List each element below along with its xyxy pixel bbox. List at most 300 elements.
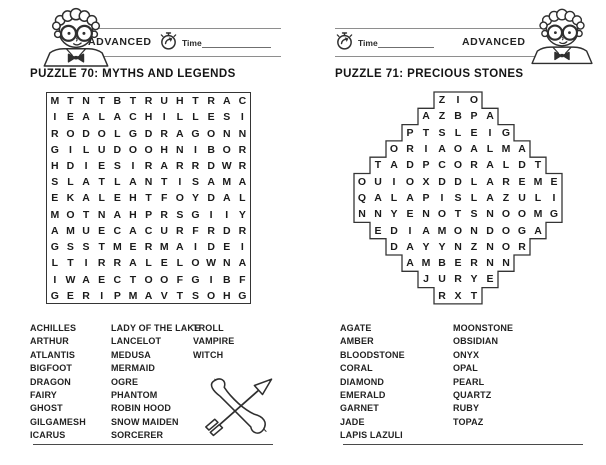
grid-letter: B	[222, 273, 231, 286]
grid-letter: O	[517, 208, 527, 221]
grid-letter: N	[176, 143, 184, 156]
grid-letter: L	[454, 126, 462, 139]
grid-letter: D	[390, 224, 398, 237]
grid-letter: A	[207, 176, 215, 189]
grid-letter: R	[238, 143, 247, 156]
grid-letter: P	[113, 289, 121, 302]
word-list-item: TOPAZ	[453, 416, 484, 427]
grid-letter: I	[456, 94, 460, 107]
word-list-item: VAMPIRE	[193, 336, 235, 347]
word-list-item: LADY OF THE LAKE	[111, 323, 201, 333]
grid-letter: R	[207, 224, 215, 237]
grid-letter: I	[84, 257, 88, 270]
grid-letter: D	[207, 192, 215, 205]
grid-letter: N	[82, 95, 90, 108]
word-list-item: EMERALD	[340, 389, 386, 400]
grid-letter: H	[51, 160, 59, 173]
word-list-item: CORAL	[340, 363, 373, 374]
grid-letter: A	[438, 143, 446, 156]
word-list-item: MERMAID	[111, 363, 156, 374]
grid-letter: L	[470, 191, 478, 204]
word-list-item: OPAL	[453, 363, 478, 374]
grid-letter: A	[518, 143, 526, 156]
grid-letter: I	[552, 191, 556, 204]
grid-letter: D	[222, 224, 231, 237]
grid-letter: P	[145, 208, 153, 221]
word-search-grid-diamond	[354, 92, 562, 304]
grid-letter: O	[501, 240, 511, 253]
grid-letter: E	[98, 160, 106, 173]
grid-letter: E	[223, 241, 231, 254]
grid-letter: E	[98, 224, 106, 237]
grid-letter: A	[486, 110, 494, 123]
grid-letter: I	[100, 289, 104, 302]
grid-letter: I	[194, 241, 197, 254]
grid-letter: T	[470, 289, 478, 302]
grid-letter: G	[128, 127, 138, 140]
grid-letter: T	[374, 159, 382, 172]
grid-letter: R	[470, 257, 478, 270]
grid-letter: R	[238, 224, 247, 237]
grid-letter: I	[488, 126, 492, 139]
grid-letter: H	[129, 192, 137, 205]
grid-letter: D	[207, 241, 215, 254]
grid-letter: O	[144, 143, 153, 156]
grid-letter: R	[470, 159, 478, 172]
word-list-item: MEDUSA	[111, 349, 151, 360]
grid-letter: A	[222, 95, 231, 108]
grid-letter: E	[406, 208, 414, 221]
grid-letter: A	[51, 224, 59, 237]
grid-letter: T	[67, 95, 74, 108]
grid-letter: L	[192, 111, 199, 124]
grid-letter: C	[238, 95, 247, 108]
grid-letter: D	[82, 127, 90, 140]
grid-letter: O	[66, 208, 75, 221]
grid-letter: A	[486, 191, 494, 204]
grid-letter: D	[390, 240, 398, 253]
grid-letter: I	[408, 224, 412, 237]
grid-letter: D	[113, 143, 122, 156]
word-list-item: LAPIS LAZULI	[340, 430, 403, 441]
grid-letter: P	[406, 126, 414, 139]
grid-letter: L	[98, 111, 105, 124]
grid-letter: O	[453, 224, 463, 237]
grid-letter: X	[454, 289, 462, 302]
grid-letter: U	[97, 143, 106, 156]
grid-letter: I	[209, 208, 213, 221]
word-list-item: GHOST	[30, 403, 63, 414]
grid-letter: M	[50, 208, 60, 221]
grid-letter: U	[438, 273, 446, 286]
word-list-item: SNOW MAIDEN	[111, 416, 179, 427]
grid-letter: A	[176, 241, 184, 254]
grid-letter: B	[454, 110, 462, 123]
grid-letter: Y	[438, 240, 446, 253]
grid-letter: L	[82, 143, 90, 156]
word-list-item: QUARTZ	[453, 389, 492, 400]
grid-letter: L	[176, 257, 184, 270]
grid-letter: N	[422, 208, 430, 221]
grid-letter: E	[486, 273, 494, 286]
grid-letter: F	[161, 192, 168, 205]
grid-letter: I	[225, 208, 229, 221]
grid-letter: E	[129, 241, 137, 254]
word-list-item: BLOODSTONE	[340, 349, 405, 360]
grid-letter: C	[144, 224, 153, 237]
grid-letter: L	[51, 257, 59, 270]
grid-letter: M	[533, 208, 543, 221]
grid-letter: D	[438, 175, 446, 188]
grid-letter: G	[191, 208, 200, 221]
word-list-item: FAIRY	[30, 389, 57, 400]
grid-letter: I	[53, 111, 57, 124]
diamond-grid-outline	[354, 92, 562, 304]
grid-letter: U	[374, 175, 382, 188]
grid-letter: D	[454, 175, 462, 188]
grid-letter: A	[390, 159, 398, 172]
grid-letter: Z	[438, 110, 446, 123]
left-word-list-col2	[111, 322, 200, 443]
right-word-list-col2	[453, 322, 513, 429]
right-puzzle-title: PUZZLE 71: PRECIOUS STONES	[335, 68, 524, 80]
grid-letter: A	[222, 192, 231, 205]
grid-letter: I	[68, 143, 72, 156]
grid-letter: U	[518, 191, 526, 204]
grid-letter: D	[144, 127, 153, 140]
grid-letter: R	[176, 160, 184, 173]
grid-letter: D	[486, 224, 494, 237]
word-list-item: BIGFOOT	[30, 363, 73, 374]
stopwatch-icon	[158, 29, 179, 52]
grid-letter: D	[406, 159, 414, 172]
grid-letter: T	[129, 273, 137, 286]
word-list-item: DRAGON	[30, 376, 71, 387]
grid-letter: K	[66, 192, 75, 205]
grid-letter: S	[113, 160, 121, 173]
grid-letter: C	[113, 224, 122, 237]
grid-letter: A	[406, 257, 414, 270]
grid-letter: I	[240, 241, 244, 254]
grid-letter: M	[533, 175, 543, 188]
word-list-item: ROBIN HOOD	[111, 403, 171, 414]
grid-letter: A	[82, 176, 90, 189]
grid-letter: D	[66, 160, 75, 173]
grid-letter: L	[145, 257, 152, 270]
word-list-item: WITCH	[193, 349, 224, 360]
grid-letter: N	[222, 257, 231, 270]
grid-letter: W	[206, 257, 217, 270]
grid-letter: O	[207, 289, 216, 302]
grid-letter: R	[238, 160, 247, 173]
grid-letter: O	[97, 127, 106, 140]
grid-letter: R	[502, 175, 510, 188]
grid-letter: N	[374, 208, 382, 221]
grid-letter: R	[51, 127, 59, 140]
grid-letter: E	[454, 257, 462, 270]
grid-letter: A	[422, 110, 430, 123]
grid-letter: R	[406, 143, 414, 156]
grid-letter: A	[82, 111, 90, 124]
word-list-item: RUBY	[453, 403, 480, 414]
grid-letter: T	[176, 289, 184, 302]
grid-letter: E	[518, 175, 526, 188]
grid-letter: A	[82, 192, 90, 205]
grid-letter: O	[469, 94, 479, 107]
grid-letter: Z	[438, 94, 446, 107]
grid-letter: T	[67, 257, 74, 270]
grid-letter: G	[191, 127, 200, 140]
grid-letter: M	[501, 143, 511, 156]
grid-letter: A	[238, 176, 247, 189]
grid-letter: I	[53, 273, 57, 286]
boy-with-glasses-icon	[518, 10, 606, 64]
grid-letter: M	[421, 257, 431, 270]
grid-letter: E	[160, 257, 168, 270]
grid-letter: T	[454, 208, 462, 221]
grid-letter: E	[470, 126, 478, 139]
grid-letter: P	[422, 191, 430, 204]
word-list-item: AMBER	[340, 336, 374, 347]
grid-letter: T	[145, 192, 152, 205]
grid-letter: A	[160, 160, 169, 173]
grid-letter: D	[518, 159, 526, 172]
grid-letter: R	[438, 289, 446, 302]
left-word-list-col1	[30, 322, 86, 443]
grid-letter: I	[84, 160, 88, 173]
grid-letter: O	[175, 192, 184, 205]
grid-letter: Z	[502, 191, 510, 204]
grid-letter: O	[222, 143, 231, 156]
word-list-item: DIAMOND	[340, 376, 385, 387]
grid-letter: A	[129, 176, 137, 189]
grid-letter: O	[207, 127, 216, 140]
grid-letter: D	[207, 160, 215, 173]
grid-letter: T	[98, 176, 105, 189]
grid-letter: I	[131, 160, 135, 173]
left-word-list-col3	[193, 322, 234, 362]
left-time-blank	[202, 47, 271, 48]
word-list-item: GILGAMESH	[30, 416, 86, 427]
word-list-item: AGATE	[340, 323, 372, 333]
grid-letter: G	[50, 241, 59, 254]
grid-letter: I	[440, 191, 444, 204]
grid-letter: G	[501, 126, 511, 139]
grid-letter: C	[129, 111, 137, 124]
grid-letter: O	[453, 143, 463, 156]
word-list-item: ACHILLES	[30, 323, 77, 333]
grid-letter: N	[486, 208, 494, 221]
grid-letter: A	[406, 240, 414, 253]
grid-letter: R	[82, 289, 90, 302]
right-word-list-col1	[340, 322, 405, 443]
grid-letter: I	[194, 143, 197, 156]
grid-letter: R	[144, 95, 153, 108]
word-list-item: PEARL	[453, 376, 485, 387]
grid-letter: L	[502, 159, 510, 172]
grid-letter: L	[390, 191, 398, 204]
grid-letter: O	[144, 273, 153, 286]
grid-letter: E	[550, 175, 558, 188]
grid-letter: T	[98, 95, 105, 108]
grid-letter: G	[549, 208, 559, 221]
grid-letter: U	[160, 224, 169, 237]
grid-letter: F	[192, 224, 199, 237]
grid-letter: N	[454, 240, 462, 253]
word-list-item: JADE	[340, 416, 365, 427]
grid-letter: A	[374, 191, 382, 204]
left-puzzle-title: PUZZLE 70: MYTHS AND LEGENDS	[30, 68, 236, 80]
word-list-item: OBSIDIAN	[453, 336, 499, 347]
left-advanced-label: ADVANCED	[88, 36, 152, 48]
grid-letter: N	[502, 257, 510, 270]
grid-letter: W	[65, 273, 76, 286]
grid-letter: A	[486, 159, 494, 172]
grid-letter: L	[176, 111, 184, 124]
grid-letter: A	[82, 273, 90, 286]
grid-letter: H	[222, 289, 231, 302]
grid-letter: A	[176, 127, 184, 140]
grid-letter: S	[438, 126, 446, 139]
grid-letter: B	[438, 257, 446, 270]
left-time-label: Time	[182, 38, 202, 48]
grid-letter: R	[97, 257, 106, 270]
grid-letter: E	[98, 273, 106, 286]
grid-letter: U	[160, 95, 169, 108]
grid-letter: Y	[390, 208, 398, 221]
right-footer-rule	[343, 444, 583, 445]
grid-letter: G	[191, 273, 200, 286]
grid-letter: A	[534, 224, 542, 237]
grid-letter: N	[486, 240, 494, 253]
grid-letter: O	[160, 273, 169, 286]
grid-letter: A	[113, 208, 122, 221]
grid-letter: F	[239, 273, 246, 286]
grid-letter: Y	[238, 208, 246, 221]
word-list-item: LANCELOT	[111, 336, 162, 347]
grid-letter: S	[176, 208, 184, 221]
grid-letter: R	[191, 160, 200, 173]
right-advanced-label: ADVANCED	[462, 36, 526, 48]
grid-letter: S	[66, 241, 74, 254]
bow-and-arrow-icon	[198, 372, 282, 444]
grid-letter: B	[207, 143, 215, 156]
grid-letter: I	[424, 143, 428, 156]
grid-letter: N	[238, 127, 247, 140]
grid-letter: E	[51, 192, 59, 205]
grid-letter: Y	[422, 240, 430, 253]
grid-letter: T	[534, 159, 542, 172]
word-list-item: MOONSTONE	[453, 323, 514, 333]
grid-letter: L	[534, 191, 542, 204]
stopwatch-icon	[334, 29, 355, 52]
grid-letter: R	[144, 241, 153, 254]
grid-letter: R	[160, 127, 169, 140]
grid-letter: L	[239, 192, 246, 205]
grid-letter: I	[178, 176, 182, 189]
grid-letter: H	[176, 95, 184, 108]
grid-letter: E	[374, 224, 382, 237]
grid-letter: L	[67, 176, 74, 189]
grid-letter: H	[160, 143, 169, 156]
grid-letter: R	[176, 224, 184, 237]
grid-letter: S	[223, 111, 231, 124]
grid-letter: A	[144, 289, 153, 302]
grid-letter: P	[470, 110, 478, 123]
grid-letter: M	[66, 224, 75, 237]
grid-letter: B	[113, 95, 122, 108]
grid-letter: O	[437, 208, 447, 221]
grid-letter: E	[113, 192, 121, 205]
grid-letter: G	[517, 224, 527, 237]
grid-letter: A	[113, 111, 122, 124]
word-search-grid-square	[46, 92, 251, 304]
grid-letter: R	[207, 95, 215, 108]
word-list-item: ONYX	[453, 349, 480, 360]
grid-letter: T	[82, 208, 90, 221]
grid-letter: R	[518, 240, 526, 253]
grid-letter: I	[162, 111, 166, 124]
grid-letter: O	[453, 159, 463, 172]
grid-letter: A	[486, 175, 494, 188]
grid-letter: A	[129, 224, 137, 237]
grid-letter: L	[486, 143, 494, 156]
grid-letter: O	[389, 143, 399, 156]
grid-letter: I	[209, 273, 213, 286]
grid-letter: X	[422, 175, 430, 188]
right-time-blank	[378, 47, 434, 48]
grid-letter: S	[191, 176, 199, 189]
grid-letter: L	[114, 176, 121, 189]
grid-letter: T	[161, 176, 168, 189]
grid-letter: A	[129, 257, 137, 270]
grid-letter: W	[221, 160, 232, 173]
grid-letter: M	[437, 224, 447, 237]
grid-letter: G	[50, 289, 59, 302]
grid-letter: Y	[191, 192, 199, 205]
grid-letter: R	[454, 273, 462, 286]
grid-letter: M	[112, 241, 122, 254]
grid-letter: O	[501, 224, 511, 237]
grid-letter: N	[97, 208, 106, 221]
grid-letter: N	[358, 208, 366, 221]
grid-letter: N	[486, 257, 494, 270]
grid-letter: N	[470, 224, 478, 237]
grid-letter: I	[240, 111, 244, 124]
grid-letter: O	[128, 143, 138, 156]
grid-letter: V	[160, 289, 168, 302]
grid-letter: S	[470, 208, 478, 221]
grid-letter: S	[191, 289, 199, 302]
grid-letter: R	[144, 160, 153, 173]
word-list-item: GARNET	[340, 403, 379, 414]
grid-letter: S	[454, 191, 462, 204]
grid-letter: E	[207, 111, 215, 124]
grid-letter: T	[98, 241, 105, 254]
grid-letter: U	[82, 224, 90, 237]
grid-letter: I	[392, 175, 396, 188]
right-time-label: Time	[358, 38, 378, 48]
grid-letter: M	[50, 95, 60, 108]
word-list-item: ICARUS	[30, 430, 66, 441]
grid-letter: C	[113, 273, 122, 286]
grid-letter: O	[66, 127, 75, 140]
word-list-item: PHANTOM	[111, 389, 158, 400]
word-list-item: ATLANTIS	[30, 349, 76, 360]
grid-letter: A	[422, 224, 430, 237]
grid-letter: S	[51, 176, 59, 189]
grid-letter: P	[422, 159, 430, 172]
